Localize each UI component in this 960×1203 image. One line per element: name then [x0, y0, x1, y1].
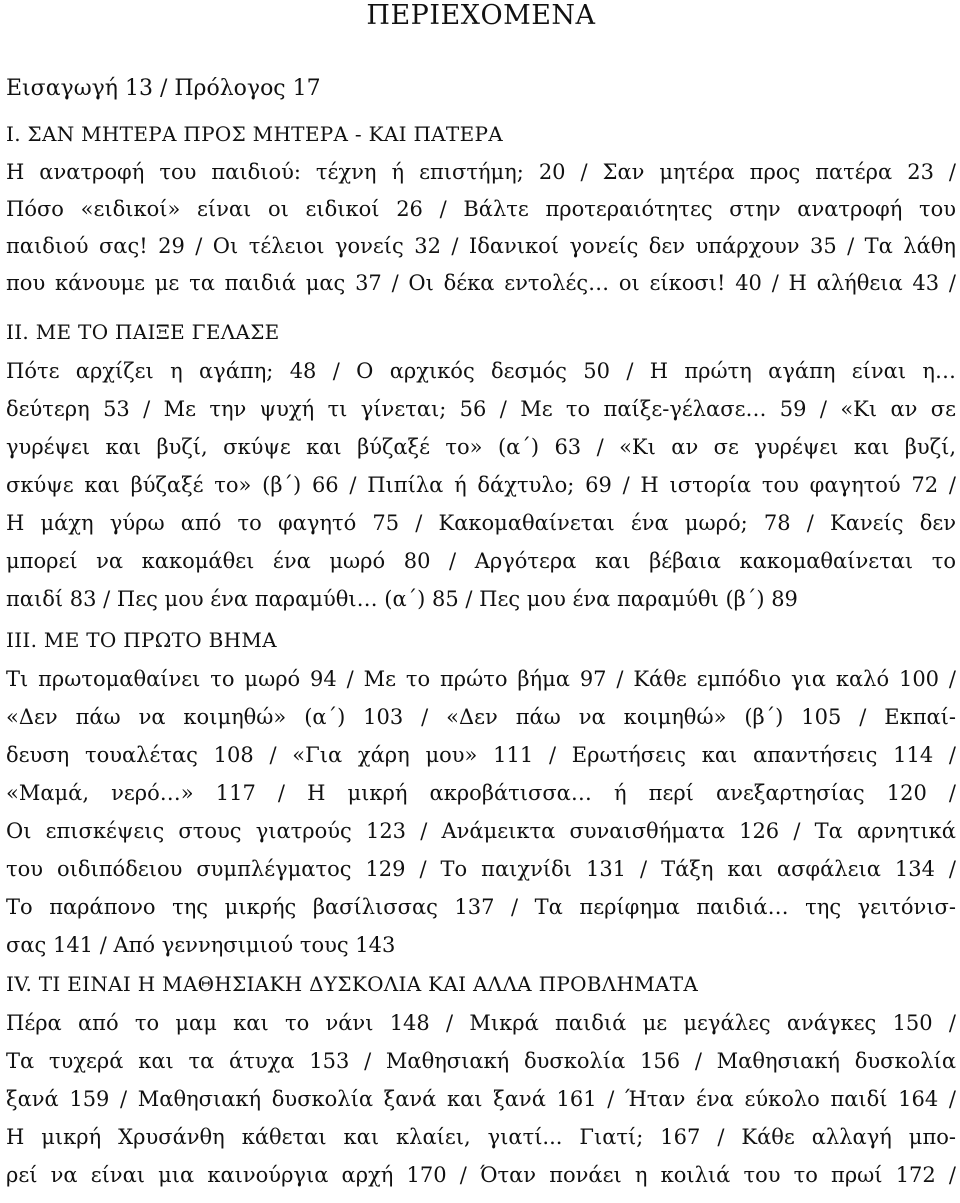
section-1	[6, 120, 956, 302]
toc-line: μπορεί να κακομάθει ένα μωρό 80 / Αργότερα και βέβαια κακομαθαίνεται το	[6, 549, 956, 573]
toc-line: Η μικρή Χρυσάνθη κάθεται και κλαίει, γιατί... Γιατί; 167 / Κάθε αλλαγή μπο-	[6, 1125, 956, 1149]
toc-line: γυρέψει και βυζί, σκύψε και βύζαξέ το» (α΄) 63 / «Κι αν σε γυρέψει και βυζί,	[6, 435, 956, 459]
toc-line: Πόσο «ειδικοί» είναι οι ειδικοί 26 / Βάλτε προτεραιότητες στην ανατροφή του	[6, 197, 956, 221]
page-title: ΠΕΡΙΕΧΟΜΕΝΑ	[366, 0, 596, 31]
toc-line: Τι πρωτομαθαίνει το μωρό 94 / Με το πρώτο βήμα 97 / Κάθε εμπόδιο για καλό 100 /	[6, 667, 956, 691]
toc-line: «Δεν πάω να κοιμηθώ» (α΄) 103 / «Δεν πάω να κοιμηθώ» (β΄) 105 / Εκπαί-	[6, 705, 956, 729]
toc-line: σκύψε και βύζαξέ το» (β΄) 66 / Πιπίλα ή δάχτυλο; 69 / Η ιστορία του φαγητού 72 /	[6, 473, 956, 497]
toc-line: Η ανατροφή του παιδιού: τέχνη ή επιστήμη; 20 / Σαν μητέρα προς πατέρα 23 /	[6, 160, 956, 184]
toc-line: που κάνουμε με τα παιδιά μας 37 / Οι δέκα εντολές… οι είκοσι! 40 / Η αλήθεια 43 /	[6, 271, 956, 295]
section-4	[6, 970, 956, 1194]
toc-line: παιδιού σας! 29 / Οι τέλειοι γονείς 32 / Ιδανικοί γονείς δεν υπάρχουν 35 / Τα λάθη	[6, 234, 956, 258]
section-heading: Ι. ΣΑΝ ΜΗΤΕΡΑ ΠΡΟΣ ΜΗΤΕΡΑ - ΚΑΙ ΠΑΤΕΡΑ	[6, 122, 503, 146]
section-3	[6, 626, 956, 964]
toc-line: Πέρα από το μαμ και το νάνι 148 / Μικρά παιδιά με μεγάλες ανάγκες 150 /	[6, 1011, 956, 1035]
toc-line: δευση τουαλέτας 108 / «Για χάρη μου» 111 / Ερωτήσεις και απαντήσεις 114 /	[6, 743, 956, 767]
toc-line: Οι επισκέψεις στους γιατρούς 123 / Ανάμεικτα συναισθήματα 126 / Τα αρνητικά	[6, 819, 956, 843]
toc-line: Η μάχη γύρω από το φαγητό 75 / Κακομαθαίνεται ένα μωρό; 78 / Κανείς δεν	[6, 511, 956, 535]
section-heading: ΙΙΙ. ΜΕ ΤΟ ΠΡΩΤΟ ΒΗΜΑ	[6, 628, 277, 652]
section-heading: ΙV. ΤΙ ΕΙΝΑΙ Η ΜΑΘΗΣΙΑΚΗ ΔΥΣΚΟΛΙΑ ΚΑΙ ΑΛΛΑ ΠΡΟΒΛΗΜΑΤΑ	[6, 972, 699, 996]
section-heading: ΙΙ. ΜΕ ΤΟ ΠΑΙΞΕ ΓΕΛΑΣΕ	[6, 320, 280, 344]
toc-line: του οιδιπόδειου συμπλέγματος 129 / Το παιχνίδι 131 / Τάξη και ασφάλεια 134 /	[6, 857, 956, 881]
table-of-contents-page	[6, 0, 956, 1203]
toc-line: Τα τυχερά και τα άτυχα 153 / Μαθησιακή δυσκολία 156 / Μαθησιακή δυσκολία	[6, 1049, 956, 1073]
intro-entries: Εισαγωγή 13 / Πρόλογος 17	[6, 76, 321, 101]
toc-line: Πότε αρχίζει η αγάπη; 48 / Ο αρχικός δεσμός 50 / Η πρώτη αγάπη είναι η…	[6, 359, 956, 383]
toc-line: ρεί να είναι μια καινούργια αρχή 170 / Όταν πονάει η κοιλιά του το πρωί 172 /	[6, 1163, 956, 1187]
toc-line: «Μαμά, νερό…» 117 / Η μικρή ακροβάτισσα… ή περί ανεξαρτησίας 120 /	[6, 781, 956, 805]
toc-line: σας 141 / Από γεννησιμιού τους 143	[6, 933, 396, 957]
section-2	[6, 318, 956, 618]
toc-line: Το παράπονο της μικρής βασίλισσας 137 / Τα περίφημα παιδιά… της γειτόνισ-	[6, 895, 956, 919]
toc-line: ξανά 159 / Μαθησιακή δυσκολία ξανά και ξανά 161 / Ήταν ένα εύκολο παιδί 164 /	[6, 1087, 956, 1111]
toc-line: δεύτερη 53 / Με την ψυχή τι γίνεται; 56 / Με το παίξε-γέλασε… 59 / «Κι αν σε	[6, 397, 956, 421]
toc-line: παιδί 83 / Πες μου ένα παραμύθι… (α΄) 85 / Πες μου ένα παραμύθι (β΄) 89	[6, 587, 798, 611]
